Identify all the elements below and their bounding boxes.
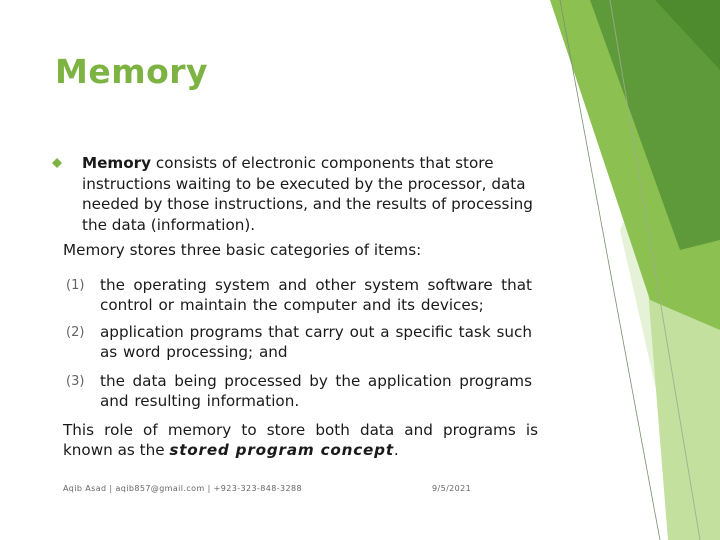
list-item-text: application programs that carry out a specific task such as word processing; and	[100, 323, 532, 361]
intro-text: consists of electronic components that store instructions waiting to be executed by the processor, data needed by those instructions, and the results of processing the data (information).	[82, 154, 533, 234]
subheading: Memory stores three basic categories of items:	[63, 241, 422, 259]
closing-paragraph	[63, 420, 538, 460]
closing-end: .	[393, 441, 399, 459]
diamond-bullet-icon	[52, 158, 62, 168]
slide-title: Memory	[55, 52, 209, 91]
closing-text: This role of memory to store both data and programs is known as the	[63, 421, 538, 459]
list-item-text: the operating system and other system software that control or maintain the computer and its devices;	[100, 276, 532, 314]
list-item-number: (2)	[66, 325, 85, 340]
list-item-number: (3)	[66, 374, 85, 389]
footer-date: 9/5/2021	[432, 484, 472, 493]
list-item-text: the data being processed by the application programs and resulting information.	[100, 372, 532, 410]
intro-paragraph	[82, 153, 542, 235]
footer-author: Aqib Asad | aqib857@gmail.com | +923-323-848-3288	[63, 484, 302, 493]
list-item-number: (1)	[66, 278, 85, 293]
closing-emphasis: stored program concept	[169, 441, 394, 459]
intro-bold-term: Memory	[82, 154, 152, 172]
